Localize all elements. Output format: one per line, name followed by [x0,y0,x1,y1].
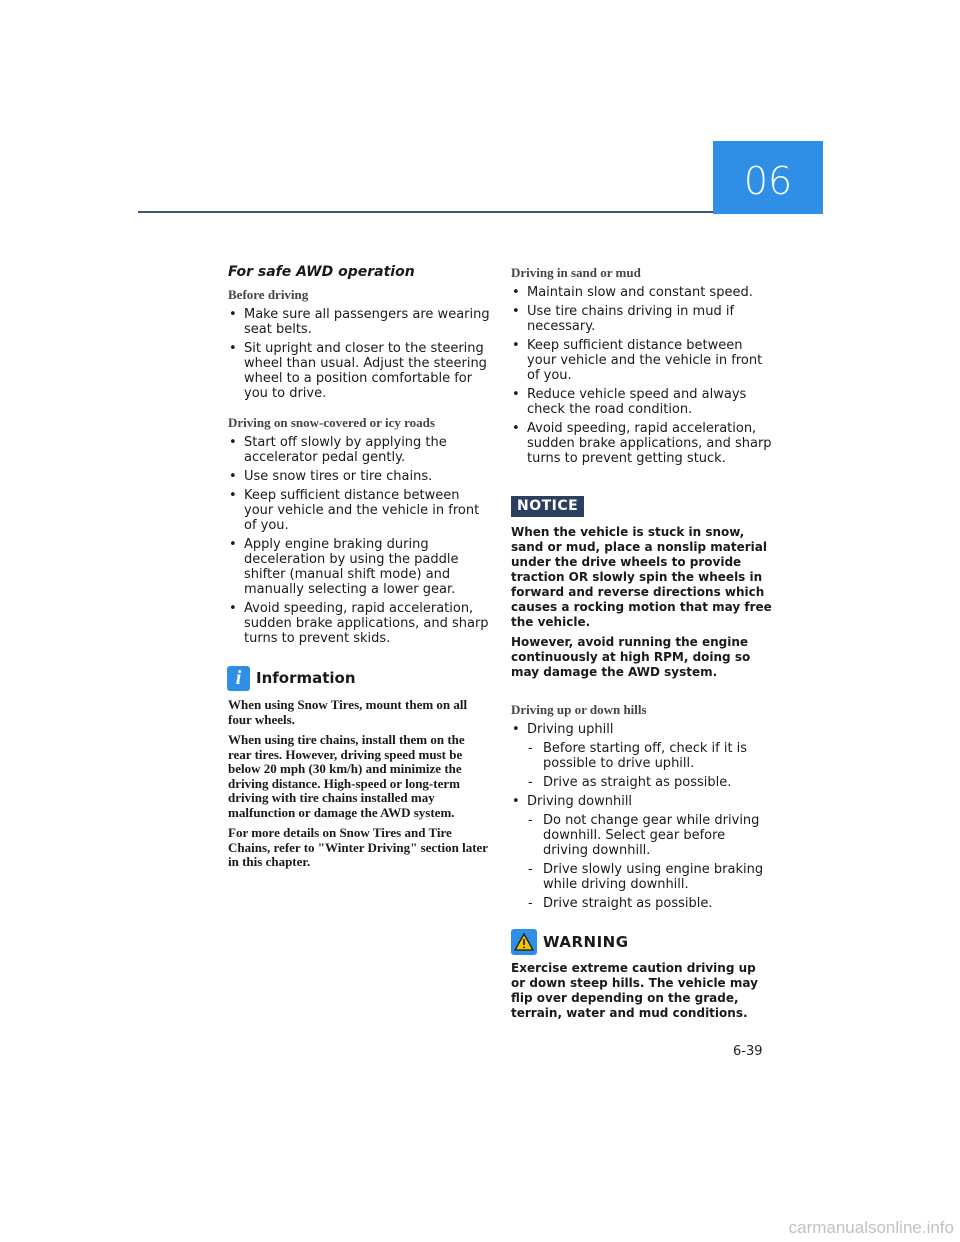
list-item [511,722,773,790]
list-item: • Keep sufficient distance between your vehicle and the vehicle in front of you. [511,338,773,383]
list-item: • Apply engine braking during deceleration by using the paddle shifter (manual shift mode) and manually selecting a lower gear. [228,537,490,597]
chapter-rule [138,211,716,213]
page-number: 6-39 [733,1044,763,1059]
information-paragraph: When using tire chains, install them on the rear tires. However, driving speed must be below 20 mph (30 km/h) and minimize the driving distance. High-speed or long-term driving with tire chains installed may malfunction or damage the AWD system. [228,732,465,820]
list-item: • Keep sufficient distance between your vehicle and the vehicle in front of you. [228,488,490,533]
list-item: • Start off slowly by applying the accelerator pedal gently. [228,435,490,465]
sub-list-item: - Drive as straight as possible. [527,775,773,790]
sub-list-item: - Drive slowly using engine braking while driving downhill. [527,862,773,892]
warning-triangle-icon [511,929,537,955]
downhill-label: Driving downhill [527,794,633,809]
before-driving-list [228,307,490,401]
notice-badge: NOTICE [511,496,584,517]
information-paragraph: For more details on Snow Tires and Tire Chains, refer to "Winter Driving" section later in this chapter. [228,825,488,869]
right-column [511,262,773,1026]
list-item: • Use tire chains driving in mud if necessary. [511,304,773,334]
watermark: carmanualsonline.info [788,1218,954,1237]
list-item: • Sit upright and closer to the steering wheel than usual. Adjust the steering wheel to a position comfortable for you to drive. [228,341,490,401]
hills-heading: Driving up or down hills [511,702,647,717]
list-item: • Avoid speeding, rapid acceleration, sudden brake applications, and sharp turns to prevent getting stuck. [511,421,773,466]
sub-list-item: - Drive straight as possible. [527,896,773,911]
hills-list [511,722,773,911]
sub-list-item: - Before starting off, check if it is possible to drive uphill. [527,741,773,771]
information-title: Information [256,669,356,687]
sand-heading: Driving in sand or mud [511,265,641,280]
notice-paragraph: However, avoid running the engine continuously at high RPM, doing so may damage the AWD system. [511,635,751,679]
sand-list [511,285,773,466]
information-header [227,666,490,691]
snow-heading: Driving on snow-covered or icy roads [228,415,435,430]
list-item: • Avoid speeding, rapid acceleration, sudden brake applications, and sharp turns to prevent skids. [228,601,490,646]
left-column [228,262,490,876]
list-item: • Use snow tires or tire chains. [228,469,490,484]
warning-header [511,929,773,955]
list-item [511,794,773,911]
warning-text: Exercise extreme caution driving up or down steep hills. The vehicle may flip over depending on the grade, terrain, water and mud conditions. [511,961,758,1020]
warning-title: WARNING [543,932,629,951]
info-icon: i [227,666,250,691]
uphill-label: Driving uphill [527,722,614,737]
downhill-sublist [527,813,773,911]
list-item: • Reduce vehicle speed and always check the road condition. [511,387,773,417]
list-item: • Maintain slow and constant speed. [511,285,773,300]
uphill-sublist [527,741,773,790]
sub-list-item: - Do not change gear while driving downhill. Select gear before driving downhill. [527,813,773,858]
notice-paragraph: When the vehicle is stuck in snow, sand or mud, place a nonslip material under the drive wheels to provide traction OR slowly spin the wheels in forward and reverse directions which causes a rocking motion that may free the vehicle. [511,525,772,629]
section-title: For safe AWD operation [228,264,415,280]
snow-list [228,435,490,646]
before-driving-heading: Before driving [228,287,309,302]
information-paragraph: When using Snow Tires, mount them on all four wheels. [228,697,468,727]
chapter-tab: 06 [713,141,823,214]
list-item: • Make sure all passengers are wearing seat belts. [228,307,490,337]
